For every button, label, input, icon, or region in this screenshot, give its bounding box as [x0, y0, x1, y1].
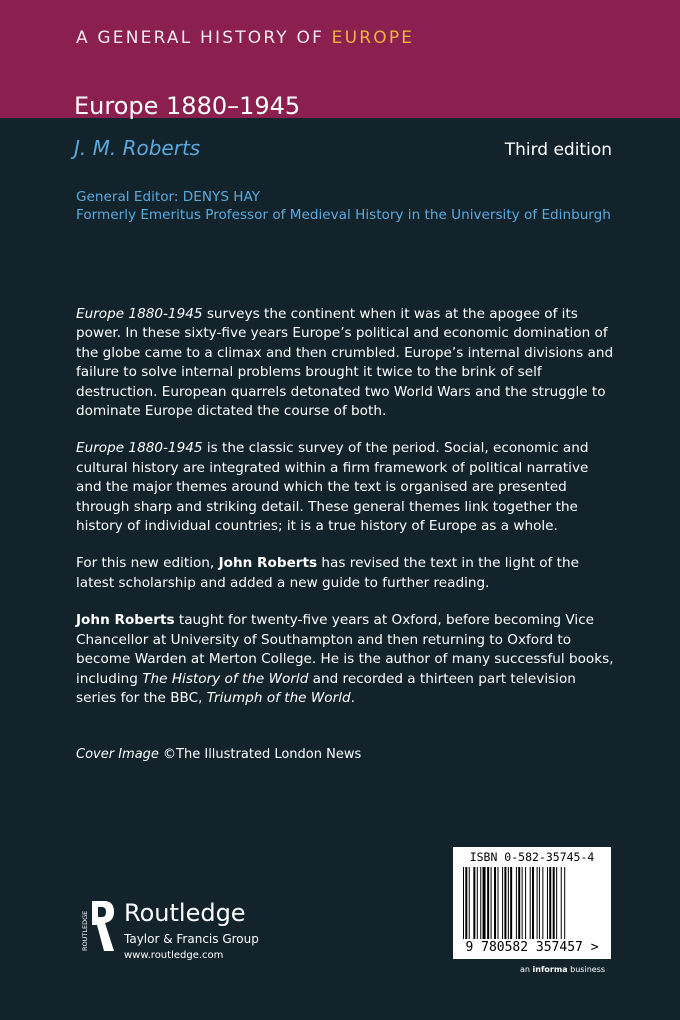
- ean-number: 9 780582 357457 >: [465, 940, 599, 955]
- series-title-accent: EUROPE: [331, 28, 415, 48]
- isbn-number: ISBN 0-582-35745-4: [469, 850, 595, 864]
- barcode-bar: [564, 867, 565, 939]
- general-editor: [76, 188, 611, 224]
- informa-tagline: an informa business: [520, 965, 606, 974]
- barcode-bar: [473, 867, 475, 939]
- barcode-bar: [516, 867, 517, 939]
- barcode-bar: [463, 867, 464, 939]
- svg-text:ROUTLEDGE: ROUTLEDGE: [81, 910, 89, 951]
- barcode-bars: [461, 867, 603, 939]
- blurb: [76, 305, 616, 726]
- barcode-bar: [480, 867, 481, 939]
- barcode-bar: [477, 867, 478, 939]
- barcode-bar: [518, 867, 520, 939]
- barcode-bar: [502, 867, 503, 939]
- barcode-bar: [483, 867, 486, 939]
- barcode-bar: [556, 867, 557, 939]
- edition-label: Third edition: [504, 140, 612, 160]
- author-bio: John Roberts taught for twenty-five years at Oxford, before becoming Vice Chancellor at University of Southampton and then returning to Oxford to become Warden at Merton College. He is the author of many successful books, including The History of the World and recorded a thirteen part television series for the BBC, Triumph of the World.: [76, 612, 614, 706]
- general-editor-affiliation: Formerly Emeritus Professor of Medieval History in the University of Edinburgh: [76, 207, 611, 223]
- barcode-bar: [530, 867, 531, 939]
- book-title: Europe 1880–1945: [74, 92, 301, 120]
- cover-image-credit: Cover Image ©The Illustrated London News: [76, 747, 362, 762]
- barcode-bar: [539, 867, 540, 939]
- barcode-bar: [553, 867, 555, 939]
- blurb-paragraph: For this new edition, John Roberts has revised the text in the light of the latest scholarship and added a new guide to further reading.: [76, 555, 579, 591]
- series-title: A GENERAL HISTORY OF EUROPE: [76, 28, 415, 48]
- barcode-bar: [469, 867, 470, 939]
- barcode-bar: [498, 867, 499, 939]
- barcode-bar: [508, 867, 509, 939]
- barcode-bar: [491, 867, 492, 939]
- publisher-logo: [76, 899, 316, 969]
- author-name: J. M. Roberts: [74, 136, 201, 160]
- publisher-name: Routledge: [124, 899, 246, 927]
- barcode-bar: [525, 867, 526, 939]
- blurb-paragraph: Europe 1880-1945 surveys the continent when it was at the apogee of its power. In these sixty-five years Europe’s political and economic domination of the globe came to a climax and then crumbled. Europe’s internal divisions and failure to solve internal problems brought it twice to the brink of self destruction. European quarrels detonated two World Wars and the struggle to dominate Europe dictated the course of both.: [76, 306, 614, 420]
- routledge-icon: [76, 899, 116, 953]
- barcode-bar: [537, 867, 538, 939]
- barcode-bar: [504, 867, 506, 939]
- barcode-bar: [465, 867, 467, 939]
- barcode-bar: [487, 867, 489, 939]
- barcode-bar: [522, 867, 523, 939]
- barcode-bar: [549, 867, 551, 939]
- publisher-url[interactable]: www.routledge.com: [124, 950, 224, 961]
- isbn-barcode: [453, 847, 611, 959]
- general-editor-name: General Editor: DENYS HAY: [76, 189, 261, 205]
- barcode-bar: [547, 867, 548, 939]
- publisher-group: Taylor & Francis Group: [124, 932, 259, 946]
- blurb-paragraph: Europe 1880-1945 is the classic survey of the period. Social, economic and cultural history are integrated within a firm framework of political narrative and the major themes around which the text is organised are presented through sharp and striking detail. These general themes link together the history of individual countries; it is a true history of Europe as a whole.: [76, 440, 589, 535]
- barcode-bar: [532, 867, 534, 939]
- barcode-bar: [561, 867, 562, 939]
- barcode-bar: [494, 867, 496, 939]
- barcode-bar: [510, 867, 512, 939]
- barcode-bar: [542, 867, 543, 939]
